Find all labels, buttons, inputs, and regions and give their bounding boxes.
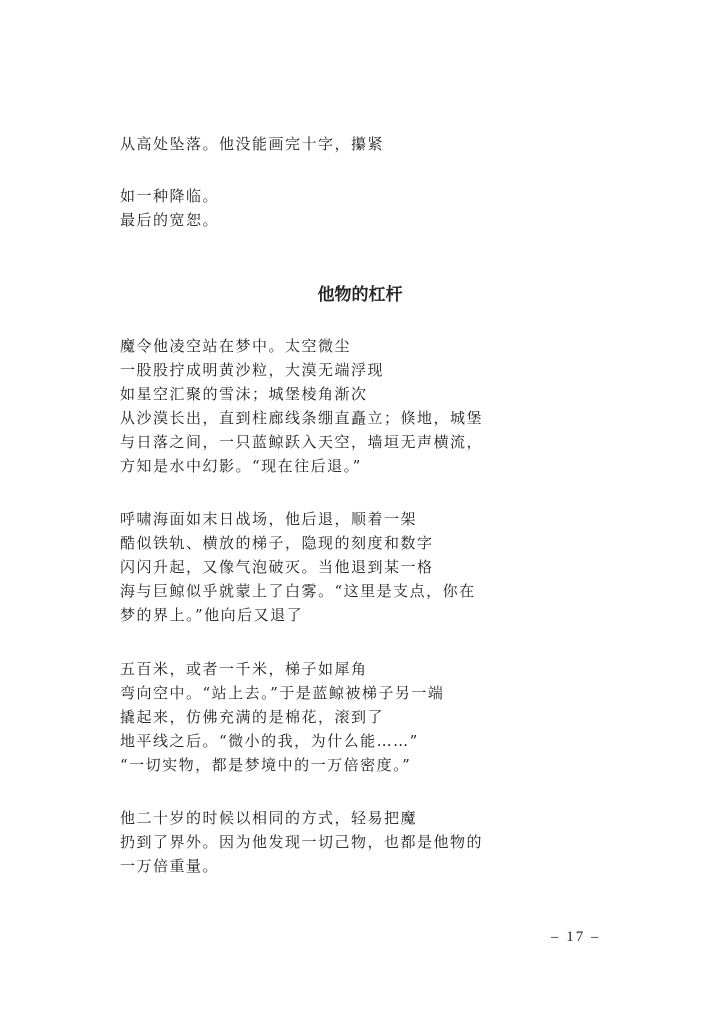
text-line: 海与巨鲸似乎就蒙上了白雾。“这里是支点，你在 (120, 582, 476, 600)
text-line: 如一种降临。 (120, 187, 220, 205)
text-line: 他二十岁的时候以相同的方式，轻易把魔 (120, 809, 418, 827)
text-line: 地平线之后。“微小的我，为什么能……” (120, 732, 419, 750)
text-line: 方知是水中幻影。“现在往后退。” (120, 457, 362, 475)
text-line: 一股股拧成明黄沙粒，大漠无端浮现 (120, 361, 385, 379)
text-line: 呼啸海面如末日战场，他后退，顺着一架 (120, 510, 418, 528)
text-line: 一万倍重量。 (120, 857, 220, 875)
text-line: 从高处坠落。他没能画完十字，攥紧 (120, 135, 385, 153)
text-line: 如星空汇聚的雪沫；城堡棱角渐次 (120, 385, 368, 403)
text-line: 最后的宽恕。 (120, 211, 220, 229)
text-line: 梦的界上。”他向后又退了 (120, 606, 304, 624)
text-line: 撬起来，仿佛充满的是棉花，滚到了 (120, 708, 385, 726)
text-line: 弯向空中。“站上去。”于是蓝鲸被梯子另一端 (120, 684, 445, 702)
text-line: 魔令他凌空站在梦中。太空微尘 (120, 337, 352, 355)
text-line: 从沙漠长出，直到柱廊线条绷直矗立；倏地，城堡 (120, 409, 484, 427)
text-line: 扔到了界外。因为他发现一切己物，也都是他物的 (120, 833, 484, 851)
text-line: 五百米，或者一千米，梯子如犀角 (120, 660, 368, 678)
text-line: 闪闪升起，又像气泡破灭。当他退到某一格 (120, 558, 434, 576)
text-line: 酷似铁轨、横放的梯子，隐现的刻度和数字 (120, 534, 434, 552)
poem-title: 他物的杠杆 (317, 285, 403, 305)
text-line: “一切实物，都是梦境中的一万倍密度。” (120, 756, 412, 774)
text-line: 与日落之间，一只蓝鲸跃入天空，墙垣无声横流， (120, 433, 484, 451)
page-number: – 17 – (551, 929, 601, 945)
